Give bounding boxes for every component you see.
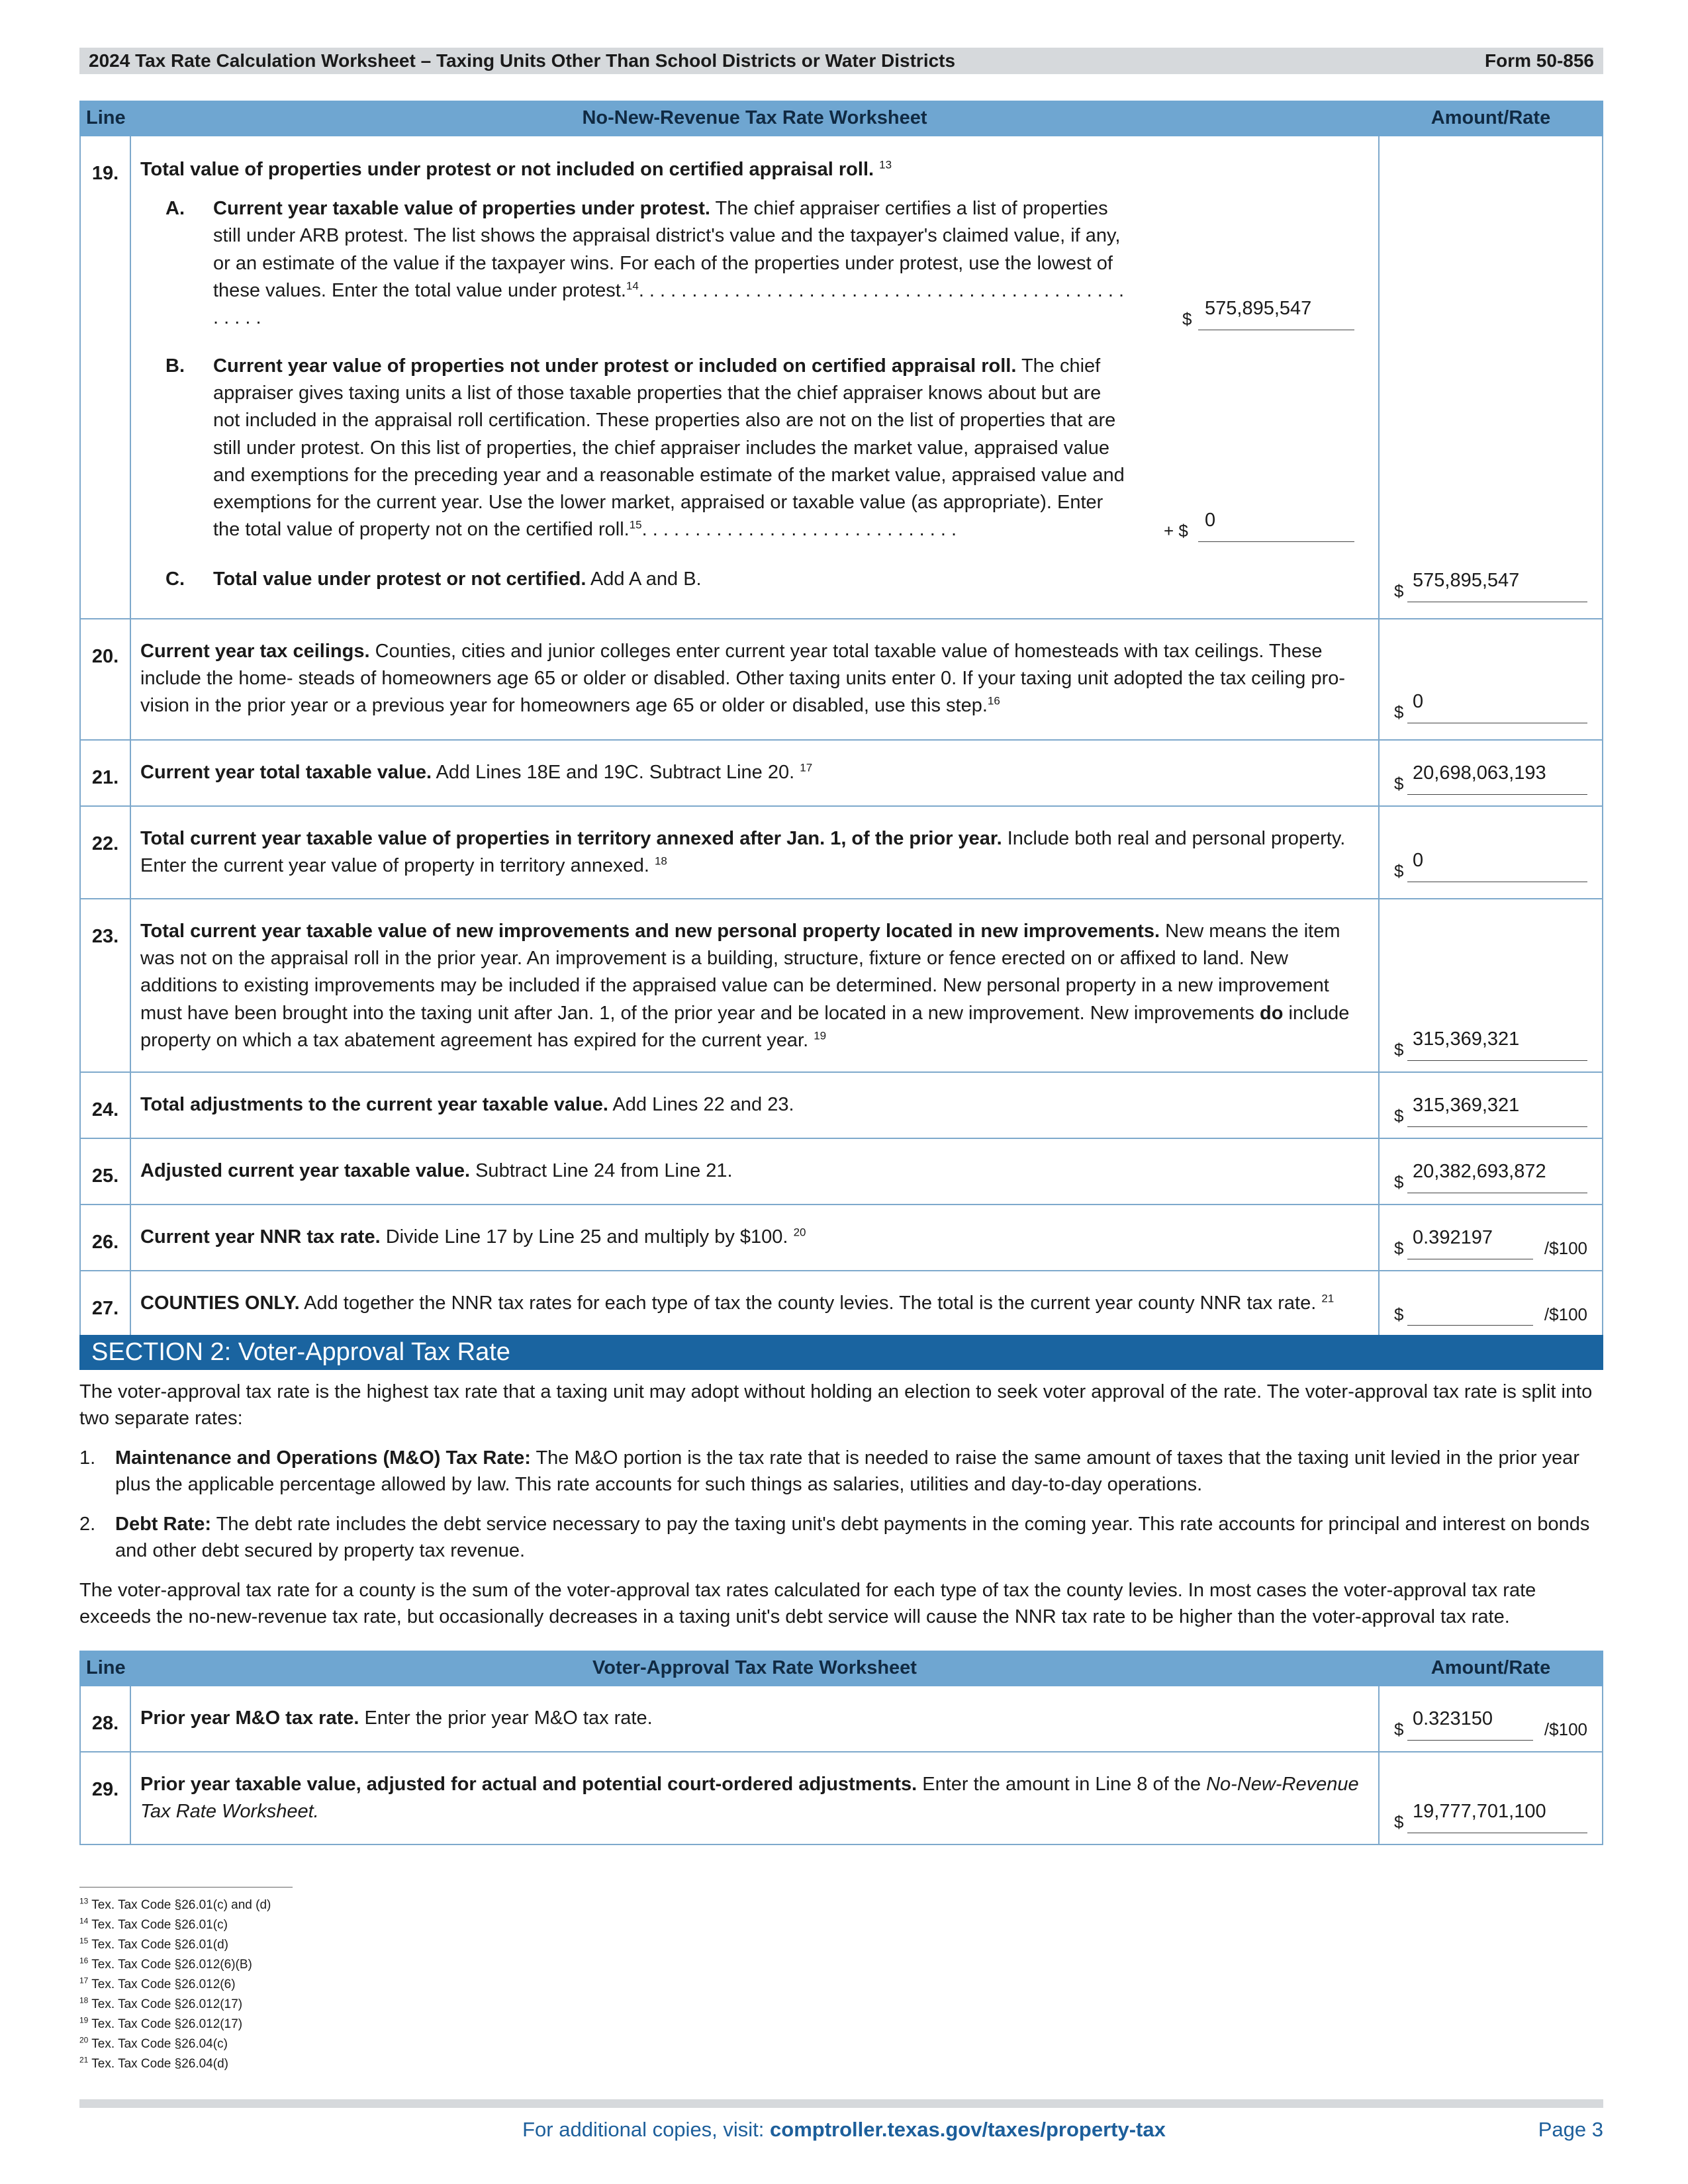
plus-dollar-sign: + $ — [1164, 521, 1188, 541]
line-number: 26. — [80, 1205, 130, 1271]
rate-value: 0.323150 — [1413, 1707, 1493, 1729]
dollar-sign: $ — [1394, 1238, 1404, 1259]
table-row — [80, 1686, 1603, 1752]
line-number: 19. — [80, 136, 130, 619]
list-text: The debt rate includes the debt service necessary to pay the taxing unit's debt payments in the coming year. This rate accounts for principal and interest on bonds and other debt secured by property tax revenue. — [115, 1514, 1590, 1561]
nnr-worksheet-table — [79, 101, 1603, 1338]
line-description — [130, 1205, 1379, 1271]
line-description — [130, 740, 1379, 806]
list-item-debt-rate — [79, 1511, 1603, 1564]
table-row — [80, 619, 1603, 740]
table-row — [80, 1752, 1603, 1844]
table-header — [80, 101, 1603, 136]
amount-cell — [1379, 619, 1603, 740]
line-text: Enter the prior year M&O tax rate. — [364, 1707, 653, 1729]
amount-cell — [1379, 1271, 1603, 1337]
footnote-text: Tex. Tax Code §26.01(c) and (d) — [91, 1898, 271, 1912]
line-number: 22. — [80, 806, 130, 899]
underline — [1198, 541, 1354, 542]
footnote-ref: 18 — [654, 854, 667, 868]
rate-field-28[interactable] — [1394, 1707, 1587, 1742]
col-amount: Amount/Rate — [1379, 1651, 1603, 1686]
line-text: Divide Line 17 by Line 25 and multiply by $100. — [385, 1226, 788, 1248]
table-row — [80, 1271, 1603, 1337]
footnote-text: Tex. Tax Code §26.01(d) — [91, 1938, 228, 1952]
line-text: Include both real and personal property. Enter the current year value of property in territory annexed. — [140, 828, 1346, 877]
amount-cell — [1379, 806, 1603, 899]
list-title: Debt Rate: — [115, 1514, 212, 1535]
amount-cell — [1379, 136, 1603, 619]
sub-text: The chief appraiser certifies a list of properties still under ARB protest. The list shows the appraisal district's value and the taxpayer's claimed value, if any, or an estimate of the value if the taxpayer wins. For each of the properties under protest, use the lowest of these values. Enter the total value under protest. — [213, 198, 1121, 301]
line-description — [130, 1752, 1379, 1844]
line-number: 21. — [80, 740, 130, 806]
line-title: Adjusted current year taxable value. — [140, 1160, 471, 1181]
footnotes — [79, 1895, 271, 2074]
footnote — [79, 1895, 271, 1915]
line-description — [130, 619, 1379, 740]
rate-suffix: /$100 — [1544, 1304, 1587, 1325]
page-footer — [0, 2115, 1688, 2144]
footnote — [79, 1935, 271, 1955]
footer-prefix: For additional copies, visit: — [522, 2118, 765, 2141]
line-number: 28. — [80, 1686, 130, 1752]
sub-title: Total value under protest or not certified. — [213, 569, 586, 590]
dollar-sign: $ — [1394, 1172, 1404, 1193]
footnote-text: Tex. Tax Code §26.04(c) — [91, 2037, 228, 2051]
sub-item-b — [140, 353, 1369, 543]
dollar-sign: $ — [1394, 1719, 1404, 1740]
section-2-outro: The voter-approval tax rate for a county is the sum of the voter-approval tax rates calculated for each type of tax the county levies. In most cases the voter-approval tax rate exceeds the no-new-revenue tax rate, but occasionally decreases in a taxing unit's debt service will cause the NNR tax rate to be higher than the voter-approval tax rate. — [79, 1580, 1536, 1627]
sub-letter: B. — [165, 355, 185, 377]
line-description — [130, 1072, 1379, 1138]
amount-value: 0 — [1413, 849, 1424, 871]
amount-field-23[interactable] — [1394, 1028, 1587, 1062]
footnote-ref: 16 — [987, 694, 1000, 707]
footnote-ref: 19 — [814, 1029, 827, 1042]
list-number: 2. — [79, 1514, 96, 1535]
sub-letter: C. — [165, 569, 185, 590]
footnote — [79, 1995, 271, 2015]
amount-field-19c[interactable] — [1394, 569, 1587, 604]
line-description — [130, 806, 1379, 899]
line-number: 20. — [80, 619, 130, 740]
col-amount: Amount/Rate — [1379, 101, 1603, 136]
rate-suffix: /$100 — [1544, 1238, 1587, 1259]
line-description — [130, 1138, 1379, 1205]
line-title: Prior year taxable value, adjusted for actual and potential court-ordered adjustments. — [140, 1774, 917, 1795]
line-title: Total value of properties under protest or not included on certified appraisal roll. — [140, 159, 874, 180]
amount-field-20[interactable] — [1394, 690, 1587, 725]
amount-value: 315,369,321 — [1413, 1094, 1520, 1116]
leader-dots: . . . . . . . . . . . . . . . . . . . . . . . . . . . . . . . . . . . . . . . . . . . . . . . . . . . — [213, 279, 1125, 328]
line-text: Add Lines 18E and 19C. Subtract Line 20. — [436, 762, 795, 783]
sub-item-c — [140, 566, 1369, 593]
underline — [1407, 1126, 1587, 1127]
line-text: include property on which a tax abatement agreement has expired for the current year. — [140, 1002, 1350, 1051]
dollar-sign: $ — [1394, 581, 1404, 602]
line-title: Total adjustments to the current year taxable value. — [140, 1094, 608, 1115]
line-number: 25. — [80, 1138, 130, 1205]
amount-cell — [1379, 740, 1603, 806]
line-number: 24. — [80, 1072, 130, 1138]
line-title: Current year total taxable value. — [140, 762, 432, 783]
line-title: Current year tax ceilings. — [140, 641, 370, 662]
table-row — [80, 1205, 1603, 1271]
amount-value: 20,698,063,193 — [1413, 762, 1546, 784]
amount-field-29[interactable] — [1394, 1800, 1587, 1835]
list-number: 1. — [79, 1447, 96, 1469]
footnote-ref: 15 — [629, 518, 642, 531]
footnote-number: 15 — [79, 1936, 89, 1946]
underline — [1407, 1325, 1533, 1326]
line-number: 23. — [80, 899, 130, 1072]
underline — [1407, 794, 1587, 795]
line-text: Enter the amount in Line 8 of the — [922, 1774, 1201, 1795]
section-2-heading: SECTION 2: Voter-Approval Tax Rate — [79, 1335, 1603, 1370]
footnote — [79, 1915, 271, 1935]
rate-suffix: /$100 — [1544, 1719, 1587, 1740]
line-description — [130, 1686, 1379, 1752]
footnote-ref: 17 — [800, 761, 813, 774]
line-title: Total current year taxable value of new improvements and new personal property located in new improvements. — [140, 921, 1160, 942]
sub-text: The chief appraiser gives taxing units a list of those taxable properties that the chief appraiser knows about but are not included in the appraisal roll certification. These properties also are not on the list of properties that are still under protest. On this list of properties, the chief appraiser includes the market value, appraised value and exemptions for the preceding year and a reasonable estimate of the market value, appraised value and exemptions for the current year. Use the lower market, appraised or taxable value (as appropriate). Enter the total value of property not on the certified roll. — [213, 355, 1125, 541]
line-title: Total current year taxable value of properties in territory annexed after Jan. 1, of the prior year. — [140, 828, 1002, 849]
table-row — [80, 806, 1603, 899]
footnote-number: 17 — [79, 1976, 89, 1985]
amount-cell — [1379, 1752, 1603, 1844]
col-title: Voter-Approval Tax Rate Worksheet — [130, 1651, 1379, 1686]
dollar-sign: $ — [1394, 861, 1404, 882]
amount-value: 0 — [1205, 510, 1216, 531]
amount-field-19b[interactable] — [1156, 510, 1354, 543]
footnote-divider — [79, 1887, 293, 1888]
amount-cell — [1379, 1138, 1603, 1205]
form-number: Form 50-856 — [1485, 50, 1594, 71]
amount-value: 20,382,693,872 — [1413, 1160, 1546, 1182]
dollar-sign: $ — [1394, 1304, 1404, 1325]
dollar-sign: $ — [1394, 1106, 1404, 1126]
list-title: Maintenance and Operations (M&O) Tax Rate: — [115, 1447, 531, 1469]
table-row — [80, 136, 1603, 619]
rate-field-27[interactable] — [1394, 1297, 1587, 1327]
sub-letter: A. — [165, 198, 185, 220]
list-item-mo-rate — [79, 1445, 1603, 1498]
sub-text: Add A and B. — [590, 569, 702, 590]
page-header — [79, 48, 1603, 74]
amount-field-21[interactable] — [1394, 762, 1587, 796]
voter-approval-worksheet-table — [79, 1651, 1603, 1845]
amount-field-25[interactable] — [1394, 1160, 1587, 1195]
amount-cell — [1379, 899, 1603, 1072]
footnote-number: 19 — [79, 2015, 89, 2025]
rate-field-26[interactable] — [1394, 1226, 1587, 1261]
footnote-number: 21 — [79, 2055, 89, 2065]
footnote-number: 20 — [79, 2035, 89, 2045]
footnote-text: Tex. Tax Code §26.012(17) — [91, 2017, 243, 2031]
footnote-number: 13 — [79, 1896, 89, 1906]
footnote-ref: 13 — [879, 158, 892, 171]
leader-dots: . . . . . . . . . . . . . . . . . . . . . . . . . . . . . . — [641, 519, 957, 541]
footnote-text: Tex. Tax Code §26.012(6)(B) — [91, 1958, 252, 1972]
amount-value: 575,895,547 — [1413, 569, 1520, 591]
footnote-text: Tex. Tax Code §26.012(17) — [91, 1997, 243, 2011]
worksheet-reference: No-New-Revenue Tax Rate Worksheet. — [140, 1774, 1359, 1823]
line-title: COUNTIES ONLY. — [140, 1293, 300, 1314]
dollar-sign: $ — [1394, 1812, 1404, 1833]
header-title: 2024 Tax Rate Calculation Worksheet – Taxing Units Other Than School Districts or Water Districts — [89, 50, 956, 71]
table-header — [80, 1651, 1603, 1686]
amount-cell — [1379, 1072, 1603, 1138]
line-title: Prior year M&O tax rate. — [140, 1707, 359, 1729]
line-text: Add together the NNR tax rates for each type of tax the county levies. The total is the current year county NNR tax rate. — [304, 1293, 1317, 1314]
footnote — [79, 1975, 271, 1995]
footnote-number: 16 — [79, 1956, 89, 1966]
line-number: 29. — [80, 1752, 130, 1844]
amount-value: 19,777,701,100 — [1413, 1800, 1546, 1822]
col-line: Line — [80, 101, 130, 136]
sub-title: Current year value of properties not under protest or included on certified appraisal roll. — [213, 355, 1017, 377]
footnote — [79, 1955, 271, 1975]
amount-cell — [1379, 1205, 1603, 1271]
footer-bar — [79, 2099, 1603, 2108]
amount-value: 315,369,321 — [1413, 1028, 1520, 1050]
amount-field-19a[interactable] — [1156, 297, 1354, 332]
footnote-number: 18 — [79, 1995, 89, 2005]
sub-title: Current year taxable value of properties under protest. — [213, 198, 710, 220]
line-description — [130, 136, 1379, 619]
amount-value: 0 — [1413, 690, 1424, 712]
line-description — [130, 899, 1379, 1072]
sub-item-a — [140, 195, 1369, 332]
emphasis-text: do — [1260, 1002, 1284, 1024]
line-text: Add Lines 22 and 23. — [612, 1094, 794, 1115]
line-title: Current year NNR tax rate. — [140, 1226, 381, 1248]
footnote-number: 14 — [79, 1916, 89, 1926]
amount-cell — [1379, 1686, 1603, 1752]
amount-field-22[interactable] — [1394, 849, 1587, 884]
line-text: New means the item was not on the appraisal roll in the prior year. An improvement is a building, structure, fixture or fence erected on or affixed to land. New additions to existing improvements may be included if the appraised value can be determined. New personal property in a new improvement must have been brought into the taxing unit after Jan. 1, of the prior year and be located in a new improvement. New improvements — [140, 921, 1340, 1024]
col-title: No-New-Revenue Tax Rate Worksheet — [130, 101, 1379, 136]
underline — [1407, 1060, 1587, 1061]
line-description — [130, 1271, 1379, 1337]
footnote-text: Tex. Tax Code §26.01(c) — [91, 1918, 228, 1932]
line-text: Subtract Line 24 from Line 21. — [475, 1160, 733, 1181]
page-number: Page 3 — [1538, 2118, 1603, 2141]
footnote — [79, 2054, 271, 2074]
table-row — [80, 899, 1603, 1072]
line-number: 27. — [80, 1271, 130, 1337]
table-row — [80, 740, 1603, 806]
table-row — [80, 1072, 1603, 1138]
amount-field-24[interactable] — [1394, 1094, 1587, 1128]
section-2-intro: The voter-approval tax rate is the highest tax rate that a taxing unit may adopt without holding an election to seek voter approval of the rate. The voter-approval tax rate is split into two separate rates: — [79, 1381, 1593, 1429]
footnote — [79, 2015, 271, 2034]
underline — [1407, 1740, 1533, 1741]
footnote-ref: 14 — [626, 279, 639, 293]
list-text: The M&O portion is the tax rate that is needed to raise the same amount of taxes that the taxing unit levied in the prior year plus the applicable percentage allowed by law. This rate accounts for such things as salaries, utilities and day-to-day operations. — [115, 1447, 1579, 1495]
amount-value: 575,895,547 — [1205, 297, 1312, 319]
col-line: Line — [80, 1651, 130, 1686]
table-row — [80, 1138, 1603, 1205]
footnote-text: Tex. Tax Code §26.012(6) — [91, 1978, 236, 1991]
footnote-ref: 20 — [793, 1226, 806, 1239]
footnote — [79, 2034, 271, 2054]
dollar-sign: $ — [1394, 702, 1404, 723]
line-text: Counties, cities and junior colleges enter current year total taxable value of homesteads with tax ceilings. These include the home- steads of homeowners age 65 or older or disabled. Other taxing units enter 0. If your taxing unit adopted the tax ceiling pro- vision in the prior year or a previous year for homeowners age 65 or older or disabled, use this step. — [140, 641, 1346, 717]
dollar-sign: $ — [1394, 774, 1404, 794]
dollar-sign: $ — [1394, 1040, 1404, 1060]
dollar-sign: $ — [1182, 309, 1192, 330]
footnote-text: Tex. Tax Code §26.04(d) — [91, 2057, 228, 2071]
rate-value: 0.392197 — [1413, 1226, 1493, 1248]
comptroller-link[interactable]: comptroller.texas.gov/taxes/property-tax — [770, 2118, 1166, 2141]
footnote-ref: 21 — [1321, 1292, 1335, 1305]
